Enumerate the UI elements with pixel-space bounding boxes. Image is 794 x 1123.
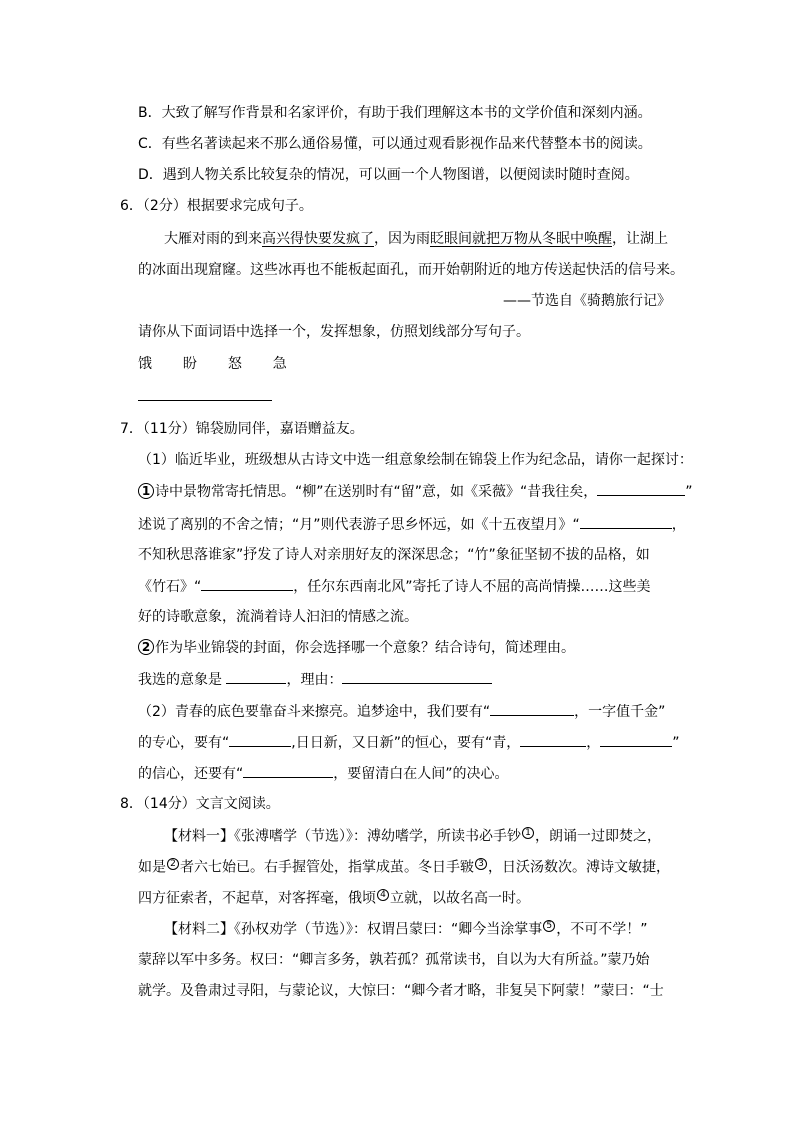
circled-number: 2 xyxy=(138,639,154,655)
option-d: D．遇到人物关系比较复杂的情况，可以画一个人物图谱，以便阅读时随时查阅。 xyxy=(138,167,639,183)
word-option: 怒 xyxy=(227,356,242,372)
answer-blank[interactable] xyxy=(520,733,586,747)
answer-blank[interactable] xyxy=(597,482,685,496)
q8-material1-line2: 如是 2 者六七始已。右手握管处，指掌成茧。冬日手皲 3 ，日沃汤数次。溥诗文敏捷， xyxy=(138,859,670,876)
q7-part1-intro: （1）临近毕业，班级想从古诗文中选一组意象绘制在锦袋上作为纪念品，请你一起探讨： xyxy=(138,452,693,468)
q7-line7: 我选的意象是 ，理由： xyxy=(138,670,492,689)
q6-source: ——节选自《骑鹅旅行记》 xyxy=(503,293,671,309)
q8-material2-line3: 就学。及鲁肃过寻阳，与蒙论议，大惊曰：“卿今者才略，非复吴下阿蒙！”蒙曰：“士 xyxy=(138,983,664,999)
q7-part2: （2）青春的底色要靠奋斗来擦亮。追梦途中，我们要有“ ，一字值千金” xyxy=(138,704,666,720)
footnote-marker: 2 xyxy=(167,858,179,870)
circled-number: 1 xyxy=(138,483,154,499)
q6-underlined-2: 眨眼间就把万物从冬眠中唤醒 xyxy=(430,231,612,247)
answer-blank[interactable] xyxy=(580,515,672,529)
q7-line3: 不知秋思落谁家”抒发了诗人对亲朋好友的深深思念；“竹”象征坚韧不拔的品格，如 xyxy=(138,547,650,563)
q7-line2: 述说了离别的不舍之情；“月”则代表游子思乡怀远，如《十五夜望月》“ ， xyxy=(138,517,686,533)
q6-underlined-1: 高兴得快要发疯了 xyxy=(262,231,374,247)
q7-header: 7．（11分）锦袋励同伴，嘉语赠益友。 xyxy=(120,421,364,437)
word-option: 盼 xyxy=(182,356,197,372)
footnote-marker: 5 xyxy=(543,920,555,932)
q6-passage-line2: 的冰面出现窟窿。这些冰再也不能板起面孔，而开始朝附近的地方传送起快活的信号来。 xyxy=(138,262,684,278)
q6-text: ，因为雨 xyxy=(374,231,430,247)
q7-line4: 《竹石》“ ，任尔东西南北风”寄托了诗人不屈的高尚情操……这些美 xyxy=(138,579,651,595)
q7-line6: 2 作为毕业锦袋的封面，你会选择哪一个意象？结合诗句，简述理由。 xyxy=(138,639,575,657)
word-option: 急 xyxy=(272,356,287,372)
q6-word-choices xyxy=(138,355,287,373)
answer-blank[interactable] xyxy=(226,670,286,684)
q6-passage-line1 xyxy=(164,230,668,248)
q8-material2-line1: 【材料二】《孙权劝学（节选）》：权谓吕蒙曰：“卿今当涂掌事 5 ，不可不学！” xyxy=(164,921,648,938)
q6-text: 大雁对雨的到来 xyxy=(164,231,262,247)
q8-material1-line3: 四方征索者，不起草，对客挥毫，俄顷 4 立就，以故名高一时。 xyxy=(138,890,530,907)
answer-blank[interactable] xyxy=(243,764,333,778)
q7-line5: 好的诗歌意象，流淌着诗人汩汩的情感之流。 xyxy=(138,609,418,625)
footnote-marker: 1 xyxy=(522,827,534,839)
footnote-marker: 4 xyxy=(377,889,389,901)
q8-header: 8．（14分）文言文阅读。 xyxy=(120,796,280,812)
q7-line1: 1 诗中景物常寄托情思。“柳”在送别时有“留”意，如《采薇》“昔我往矣， ” xyxy=(138,482,693,501)
q6-header: 6．（2分）根据要求完成句子。 xyxy=(120,198,313,214)
q6-text: ，让湖上 xyxy=(612,231,668,247)
q7-line8: 的专心，要有“ ,日日新，又日新”的恒心，要有“青， ， ” xyxy=(138,735,680,751)
q6-answer-line[interactable] xyxy=(138,400,272,401)
option-c: C．有些名著读起来不那么通俗易懂，可以通过观看影视作品来代替整本书的阅读。 xyxy=(138,136,652,152)
q8-material1-line1: 【材料一】《张溥嗜学（节选）》：溥幼嗜学，所读书必手钞 1 ，朗诵一过即焚之， xyxy=(164,828,661,845)
q7-line9: 的信心，还要有“ ，要留清白在人间”的决心。 xyxy=(138,766,509,782)
answer-blank[interactable] xyxy=(229,733,291,747)
answer-blank[interactable] xyxy=(201,577,293,591)
answer-blank[interactable] xyxy=(342,670,492,684)
option-b: B．大致了解写作背景和名家评价，有助于我们理解这本书的文学价值和深刻内涵。 xyxy=(138,105,652,121)
answer-blank[interactable] xyxy=(600,733,672,747)
q6-instruction: 请你从下面词语中选择一个，发挥想象，仿照划线部分写句子。 xyxy=(138,324,530,340)
q8-material2-line2: 蒙辞以军中多务。权曰：“卿言多务，孰若孤？孤常读书，自以为大有所益。”蒙乃始 xyxy=(138,952,650,968)
answer-blank[interactable] xyxy=(490,702,574,716)
word-option: 饿 xyxy=(138,356,152,372)
footnote-marker: 3 xyxy=(475,858,487,870)
